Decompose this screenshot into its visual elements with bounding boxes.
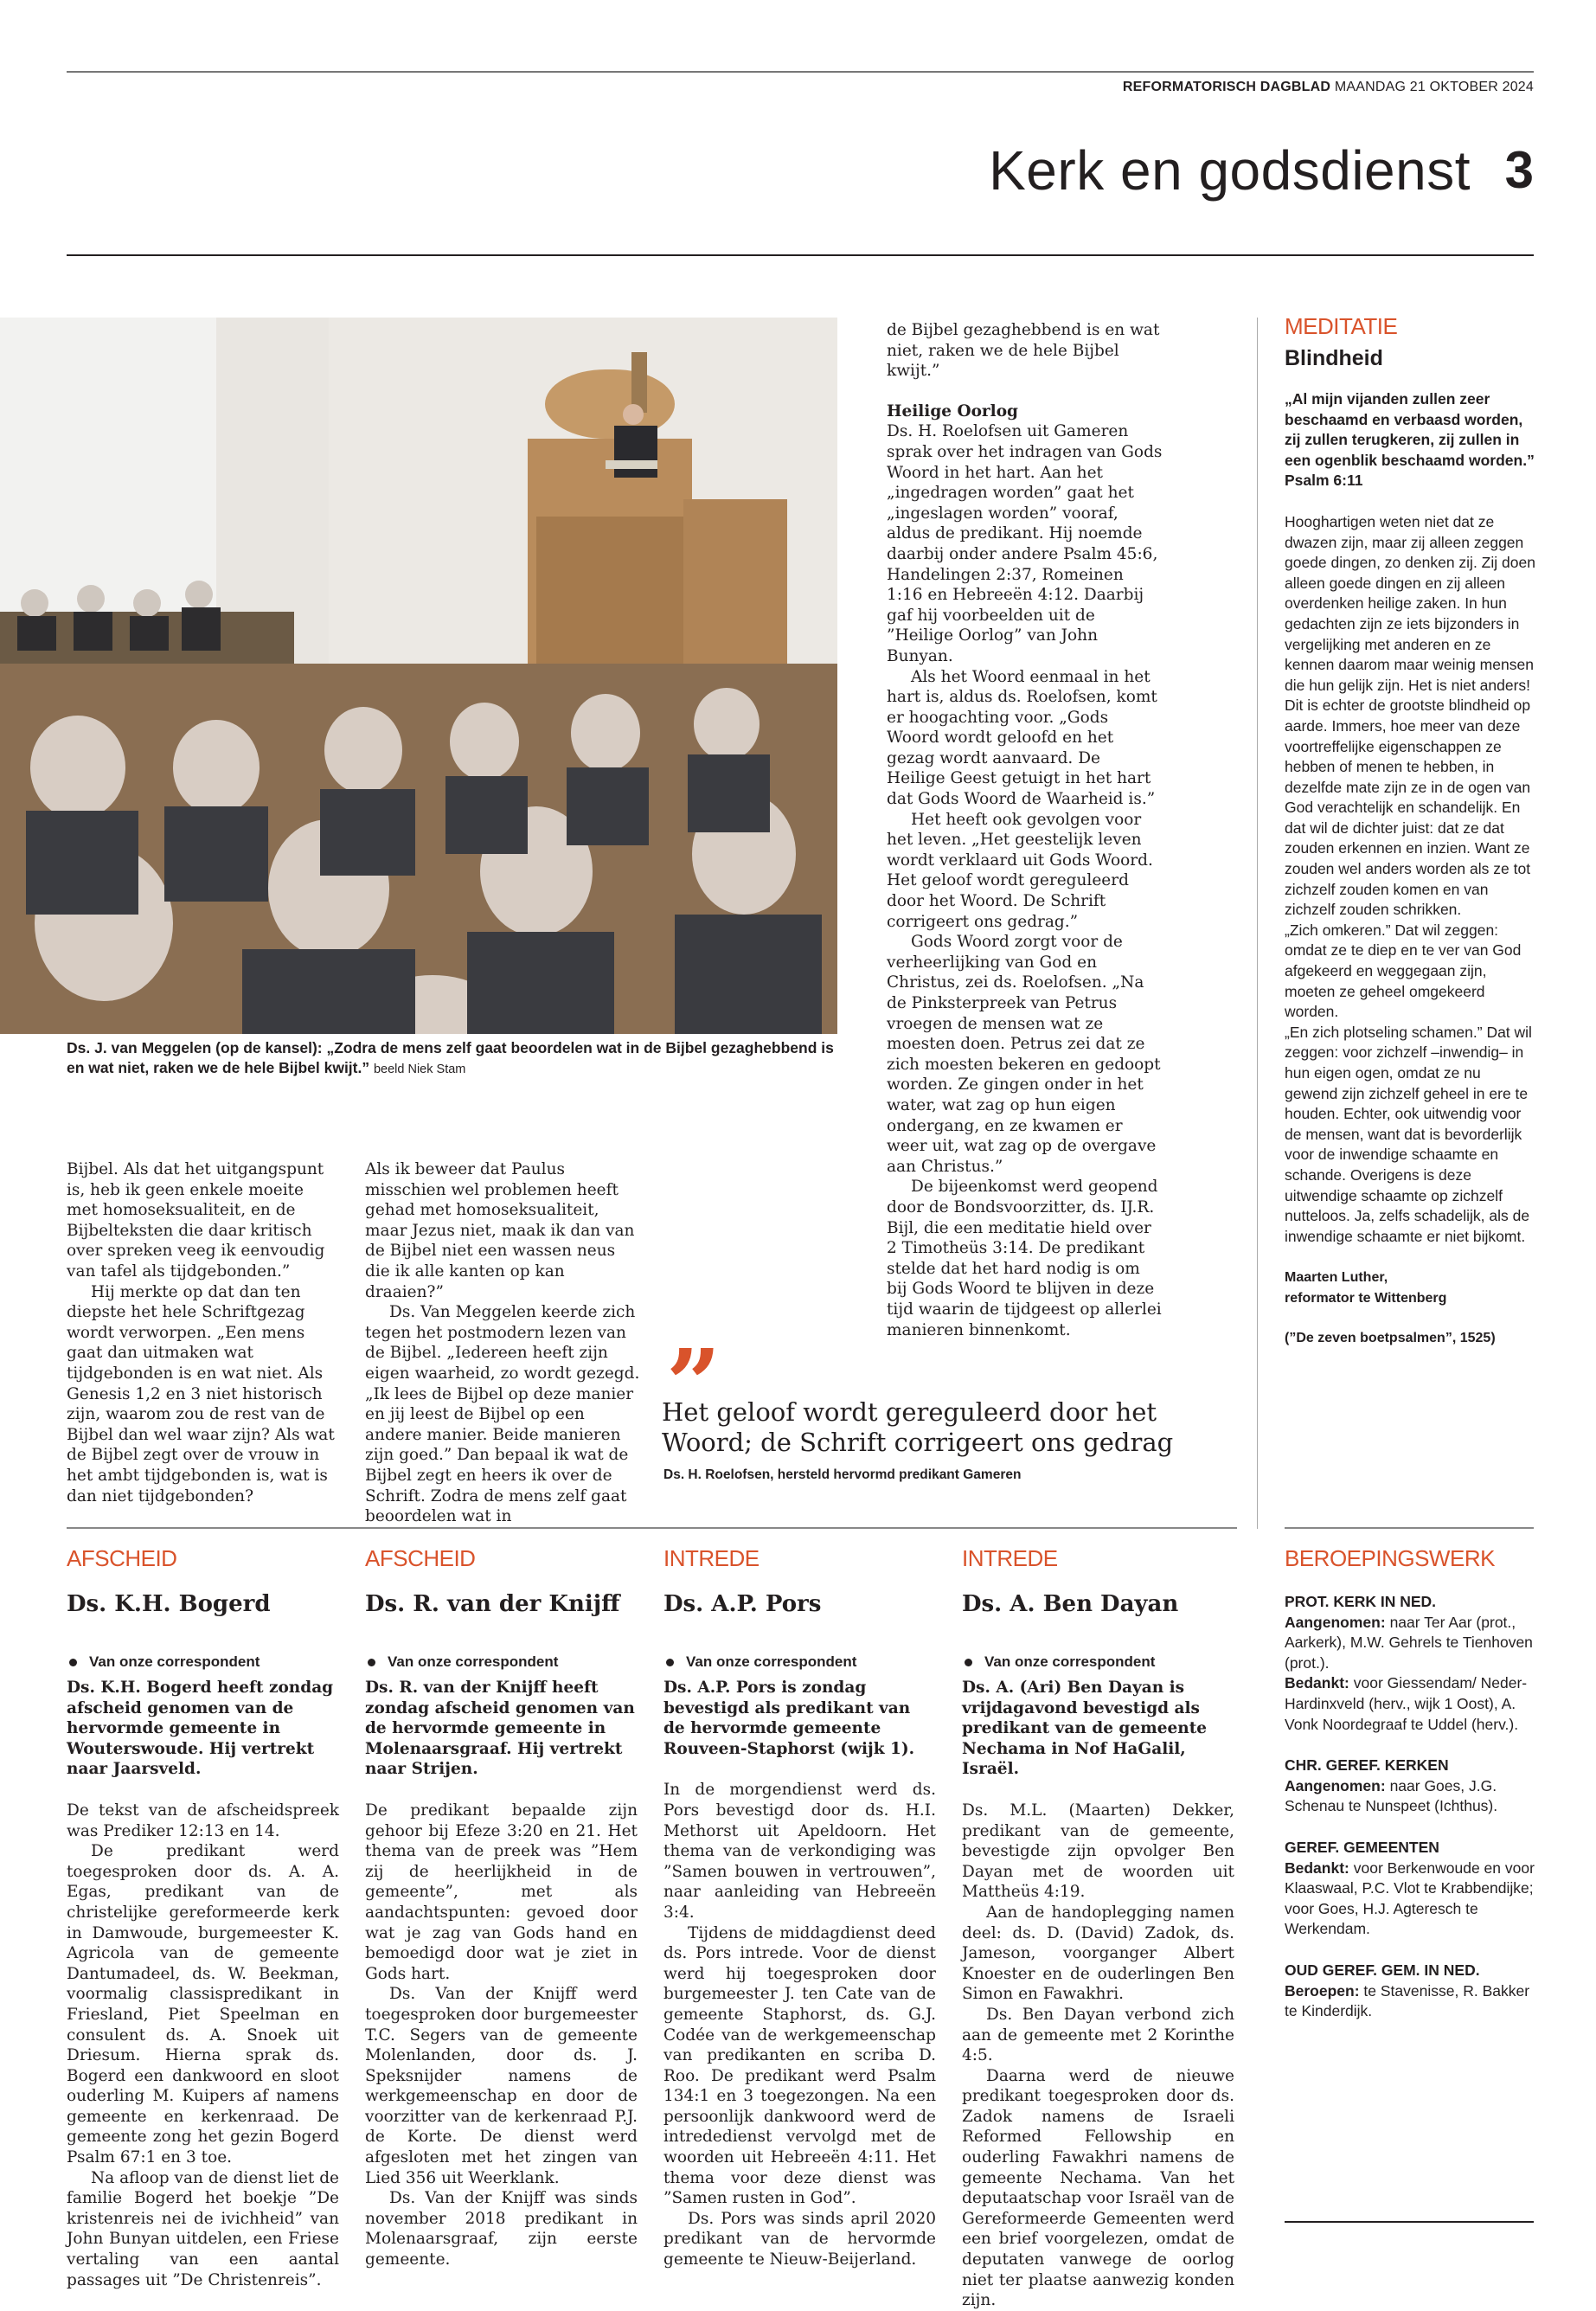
paragraph: Als het Woord eenmaal in het hart is, aldus ds. Roelofsen, komt er hoogachting voor. „Gods Woord wordt geloofd en het gezag wordt aanvaard. De Heilige Geest getuigt in het hart dat Gods Woord de Waarheid is.” <box>887 667 1157 809</box>
call-text: voor Giessendam/ Neder-Hardinxveld (herv., wijk 1 Oost), A. Vonk Noordegraaf te Uddel (herv.). <box>1285 1674 1528 1733</box>
church-name: GEREF. GEMEENTEN <box>1285 1838 1439 1856</box>
byline <box>962 1647 1234 1678</box>
call-label: Bedankt: <box>1285 1858 1349 1877</box>
bullet-icon <box>666 1659 674 1666</box>
church-name: CHR. GEREF. KERKEN <box>1285 1756 1449 1775</box>
top-rule <box>67 71 1534 73</box>
call-text: voor Berkenwoude en voor Klaaswaal, P.C. Vlot te Krabbendijke; voor Goes, H.J. Agteresch te Werkendam. <box>1285 1858 1535 1938</box>
call-label: Aangenomen: <box>1285 1613 1386 1631</box>
byline-text: Van onze correspondent <box>388 1653 559 1670</box>
paragraph: Ds. Van der Knijff werd toegesproken door burgemeester T.C. Segers van de gemeente Molenlanden, door ds. J. Speksnijder namens de werkgemeenschap en door de voorzitter van de kerkenraad P.J. de Korte. De dienst werd afgesloten met het zingen van Lied 356 uit Weerklank. <box>365 1985 638 2187</box>
meditatie-rule <box>1285 1527 1534 1529</box>
notice-van-der-knijff <box>365 1544 638 2270</box>
call-label: Bedankt: <box>1285 1674 1349 1692</box>
pullquote-text: Het geloof wordt gereguleerd door het Woord; de Schrift corrigeert ons gedrag <box>662 1397 1174 1457</box>
paragraph: De predikant werd toegesproken door ds. A. A. Egas, predikant van de christelijke gereformeerde kerk in Damwoude, burgemeester K. Agricola van de gemeente Dantumadeel, ds. W. Beekman, voormalig classispredikant in Friesland, Piet Speelman en consulent ds. A. Snoek uit Driesum. Hierna sprak ds. Bogerd een dankwoord en sloot ouderling M. Kuipers af namens gemeente en kerkenraad. De gemeente zong het gezin Bogerd Psalm 67:1 en 3 toe. <box>67 1842 339 2167</box>
paper-name: REFORMATORISCH DAGBLAD <box>1122 80 1331 94</box>
paragraph: Ds. Pors was sinds april 2020 predikant van de hervormde gemeente te Nieuw-Beijerland. <box>663 2209 936 2269</box>
church-group <box>1285 1592 1535 1735</box>
pullquote-author: Ds. H. Roelofsen, hersteld hervormd predikant Gameren <box>663 1467 1022 1482</box>
paragraph: Bijbel. Als dat het uitgangspunt is, heb ik geen enkele moeite met homoseksualiteit, en de Bijbelteksten die daar kritisch over spreken veeg ik eenvoudig van tafel als tijdgebonden.” <box>67 1160 325 1281</box>
section-title: Kerk en godsdienst <box>989 139 1471 202</box>
notice-kicker: INTREDE <box>663 1545 760 1571</box>
photo-church-service <box>0 318 837 1034</box>
paragraph: de Bijbel gezaghebbend is en wat niet, raken we de hele Bijbel kwijt.” <box>887 321 1160 381</box>
bullet-icon <box>965 1659 972 1666</box>
paragraph: Ds. Ben Dayan verbond zich aan de gemeente met 2 Korinthe 4:5. <box>962 2005 1234 2065</box>
meditatie-paragraph: Dit is echter de grootste blindheid op aarde. Immers, hoe meer van deze voortreffelijke eigenschappen ze hebben of menen te hebben, in dezelfde mate zijn ze in de ogen van God verachtelijk en schandelijk. En dat wil de dichter juist: dat ze dat zouden erkennen en inzien. Want ze zouden wel anders worden als ze tot zichzelf zouden komen en van zichzelf zouden schrikken. <box>1285 697 1531 919</box>
notice-lead: Ds. R. van der Knijff heeft zondag afscheid genomen van de hervormde gemeente in Molenaarsgraaf. Hij vertrekt naar Strijen. <box>365 1679 635 1779</box>
paragraph: Na afloop van de dienst liet de familie Bogerd het boekje ”De kristenreis nei de ivichheid” van John Bunyan uitdelen, een Friese vertaling van een aantal passages uit ”De Christenreis”. <box>67 2168 339 2289</box>
church-group <box>1285 1838 1535 1940</box>
beroepingswerk-end-rule <box>1285 2221 1534 2223</box>
notice-body <box>663 1780 936 2269</box>
paragraph: Gods Woord zorgt voor de verheerlijking van God en Christus, zei ds. Roelofsen. „Na de Pinksterpreek van Petrus vroegen de mensen wat ze moesten doen. Petrus zei dat ze zich moesten bekeren en gedoopt worden. Ze gingen onder in het water, wat zag op hun eigen ondergang, en ze kwamen er weer uit, wat zag op de overgave aan Christus.” <box>887 933 1161 1176</box>
notice-title: Ds. K.H. Bogerd <box>67 1591 271 1617</box>
byline <box>365 1647 638 1678</box>
bullet-icon <box>69 1659 77 1666</box>
church-name: PROT. KERK IN NED. <box>1285 1593 1437 1610</box>
byline <box>67 1647 339 1678</box>
meditatie-paragraph: „En zich plotseling schamen.” Dat wil zeggen: voor zichzelf –inwendig– in hun eigen ogen, omdat ze nu gewend zijn zichzelf geheel in ere te houden. Echter, ook uitwendig voor de mensen, want dat is bevorderlijk voor de inwendige schaamte en schande. Overigens is deze uitwendige schaamte op zichzelf nutteloos. Ja, zelfs schadelijk, als de inwendige schaamte er niet bijkomt. <box>1285 1023 1532 1245</box>
notice-title: Ds. A.P. Pors <box>663 1591 822 1617</box>
notice-lead: Ds. K.H. Bogerd heeft zondag afscheid genomen van de hervormde gemeente in Wouterswoude. Hij vertrekt naar Jaarsveld. <box>67 1679 334 1779</box>
section-rule <box>67 1527 1237 1529</box>
article-column-3 <box>887 320 1163 1340</box>
header-rule <box>67 254 1534 256</box>
bullet-icon <box>368 1659 375 1666</box>
paragraph: Ds. M.L. (Maarten) Dekker, predikant van de gemeente, bevestigde zijn opvolger Ben Dayan met de woorden uit Mattheüs 4:19. <box>962 1801 1234 1902</box>
paragraph: In de morgendienst werd ds. Pors bevestigd door ds. H.I. Methorst uit Apeldoorn. Het thema van de verkondiging was ”Samen bouwen in vertrouwen”, naar aanleiding van Hebreeën 3:4. <box>663 1781 936 1922</box>
paragraph: De bijeenkomst werd geopend door de Bondsvoorzitter, ds. IJ.R. Bijl, die een meditatie hield over 2 Timotheüs 3:14. De predikant stelde dat het hard nodig is om bij Gods Woord te blijven in deze tijd waarin de tijdgeest op allerlei manieren binnenkomt. <box>887 1178 1162 1339</box>
notice-pors <box>663 1544 936 2270</box>
paragraph: Tijdens de middagdienst deed ds. Pors intrede. Voor de dienst werd hij toegesproken door burgemeester J. ten Cate van de gemeente Staphorst, ds. G.J. Codée van de werkgemeenschap van predikanten en scriba D. Roo. De predikant werd Psalm 134:1 en 3 toegezongen. Na een persoonlijk dankwoord werd de intrededienst vervolgd met de woorden uit Hebreeën 4:11. Het thema voor deze dienst was ”Samen rusten in God”. <box>663 1923 936 2208</box>
notice-kicker: AFSCHEID <box>365 1545 476 1571</box>
notice-kicker: AFSCHEID <box>67 1545 177 1571</box>
quote-mark-icon: ” <box>666 1328 721 1440</box>
masthead <box>1123 80 1534 95</box>
notice-title: Ds. A. Ben Dayan <box>962 1591 1179 1617</box>
church-group <box>1285 1961 1535 2022</box>
church-group <box>1285 1756 1535 1817</box>
notice-kicker: INTREDE <box>962 1545 1058 1571</box>
paragraph: Als ik beweer dat Paulus misschien wel problemen heeft gehad met homoseksualiteit, maar Jezus niet, maak ik dan van de Bijbel niet een wassen neus die ik alle kanten op kan draaien?” <box>365 1160 635 1301</box>
meditatie-source: (”De zeven boetpsalmen”, 1525) <box>1285 1330 1496 1345</box>
notice-bogerd <box>67 1544 339 2290</box>
call-text: te Stavenisse, R. Bakker te Kinderdijk. <box>1285 1981 1530 2020</box>
beroepingswerk <box>1285 1544 1535 2043</box>
church-name: OUD GEREF. GEM. IN NED. <box>1285 1961 1480 1979</box>
byline-text: Van onze correspondent <box>89 1653 260 1670</box>
meditatie-author: Maarten Luther, <box>1285 1270 1388 1286</box>
call-label: Aangenomen: <box>1285 1776 1386 1794</box>
paragraph: Het heeft ook gevolgen voor het leven. „Het geestelijk leven wordt verklaard uit Gods Woord. Het geloof wordt gereguleerd door het Woord. De Schrift corrigeert ons gedrag.” <box>887 810 1153 931</box>
call-text: naar Ter Aar (prot., Aarkerk), M.W. Gehrels te Tienhoven (prot.). <box>1285 1613 1533 1672</box>
paragraph: De predikant bepaalde zijn gehoor bij Efeze 3:20 en 21. Het thema van de preek was ”Hem zij de heerlijkheid in de gemeente”, met als aandachtspunten: gevoed door wat je zag van Gods hand en bemoedigd door wat je ziet in Gods hart. <box>365 1801 638 1983</box>
photo-credit: beeld Niek Stam <box>373 1062 466 1076</box>
column-divider <box>1257 318 1258 1529</box>
issue-date: MAANDAG 21 OKTOBER 2024 <box>1334 80 1534 94</box>
notice-ben-dayan <box>962 1544 1234 2311</box>
paragraph: Daarna werd de nieuwe predikant toegesproken door ds. Zadok namens de Israeli Reformed Fellowship en ouderling Fawakhri namens de gemeente Nechama. Van het deputaatschap voor Israël van de Gereformeerde Gemeenten werd een brief voorgelezen, omdat de deputaten vanwege de oorlog niet ter plaatse aanwezig konden zijn. <box>962 2066 1234 2310</box>
paragraph: Aan de handoplegging namen deel: ds. D. (David) Zadok, ds. Jameson, voorganger Albert Knoester en de ouderlingen Ben Simon en Fawakhri. <box>962 1903 1234 2004</box>
notice-body <box>67 1801 339 2290</box>
meditatie-verse: „Al mijn vijanden zullen zeer beschaamd en verbaasd worden, zij zullen terugkeren, zij zullen in een ogenblik beschaamd worden.” <box>1285 390 1535 469</box>
meditatie-box <box>1285 313 1535 1348</box>
notice-lead: Ds. A.P. Pors is zondag bevestigd als predikant van de hervormde gemeente Rouveen-Staphorst (wijk 1). <box>663 1679 915 1758</box>
meditatie-paragraph: Hooghartigen weten niet dat ze dwazen zijn, maar zij alleen zeggen goede dingen, zo denken zij. Zij doen alleen goede dingen en zij alleen overdenken heilige zaken. In hun gedachten zijn ze iets bijzonders in vergelijking met anderen en ze kennen daarom maar weinig mensen die hun gelijk zijn. Het is niet anders! <box>1285 512 1535 694</box>
article-column-1 <box>67 1159 339 1506</box>
notice-title: Ds. R. van der Knijff <box>365 1591 620 1617</box>
paragraph: Hij merkte op dat dan ten diepste het hele Schriftgezag wordt verworpen. „Een mens gaat dan uitmaken wat tijdgebonden is en wat niet. Als Genesis 1,2 en 3 niet historisch zijn, waarom zou de rest van de Bijbel dan wel waar zijn? Als wat de Bijbel zegt over de vrouw in het ambt tijdgebonden is, wat is dan niet tijdgebonden? <box>67 1282 335 1505</box>
paragraph: Ds. H. Roelofsen uit Gameren sprak over het indragen van Gods Woord in het hart. Aan het „ingedragen worden” gaat het „ingeslagen worden” vooraf, aldus de predikant. Hij noemde daarbij onder andere Psalm 45:6, Handelingen 2:37, Romeinen 1:16 en Hebreeën 4:12. Daarbij gaf hij voorbeelden uit de ”Heilige Oorlog” van John Bunyan. <box>887 422 1163 665</box>
photo-caption <box>67 1038 836 1080</box>
call-text: naar Goes, J.G. Schenau te Nunspeet (Ichthus). <box>1285 1776 1498 1815</box>
paragraph: Ds. Van Meggelen keerde zich tegen het postmodern lezen van de Bijbel. „Iedereen heeft zijn eigen waarheid, zo wordt gezegd. „Ik lees de Bijbel op deze manier en jij leest de Bijbel op een andere manier. Beide manieren zijn goed.” Dan bepaal ik wat de Bijbel zegt en heers ik over de Schrift. Zodra de mens zelf gaat beoordelen wat in <box>365 1303 640 1526</box>
beroepingswerk-kicker: BEROEPINGSWERK <box>1285 1545 1495 1571</box>
article-column-2 <box>365 1159 642 1527</box>
subheading: Heilige Oorlog <box>887 401 1018 420</box>
paragraph: Ds. Van der Knijff was sinds november 2018 predikant in Molenaarsgraaf, zijn eerste gemeente. <box>365 2189 638 2269</box>
notice-lead: Ds. A. (Ari) Ben Dayan is vrijdagavond bevestigd als predikant van de gemeente Nechama in Nof HaGalil, Israël. <box>962 1679 1208 1779</box>
meditatie-paragraph: „Zich omkeren.” Dat wil zeggen: omdat ze te diep en te ver van God afgekeerd en weggegaan zijn, moeten ze geheel omgekeerd worden. <box>1285 921 1522 1021</box>
byline-text: Van onze correspondent <box>686 1653 857 1670</box>
meditatie-reference: Psalm 6:11 <box>1285 472 1363 490</box>
byline <box>663 1647 936 1678</box>
caption-text: Ds. J. van Meggelen (op de kansel): „Zodra de mens zelf gaat beoordelen wat in de Bijbel gezaghebbend is en wat niet, raken we de hele Bijbel kwijt.” <box>67 1039 834 1076</box>
call-label: Beroepen: <box>1285 1981 1360 2000</box>
meditatie-author-role: reformator te Wittenberg <box>1285 1290 1447 1306</box>
meditatie-title: Blindheid <box>1285 346 1383 370</box>
page-number: 3 <box>1504 141 1534 199</box>
notice-body <box>365 1801 638 2270</box>
meditatie-kicker: MEDITATIE <box>1285 313 1398 339</box>
byline-text: Van onze correspondent <box>984 1653 1156 1670</box>
paragraph: De tekst van de afscheidspreek was Prediker 12:13 en 14. <box>67 1801 339 1840</box>
notice-body <box>962 1801 1234 2311</box>
